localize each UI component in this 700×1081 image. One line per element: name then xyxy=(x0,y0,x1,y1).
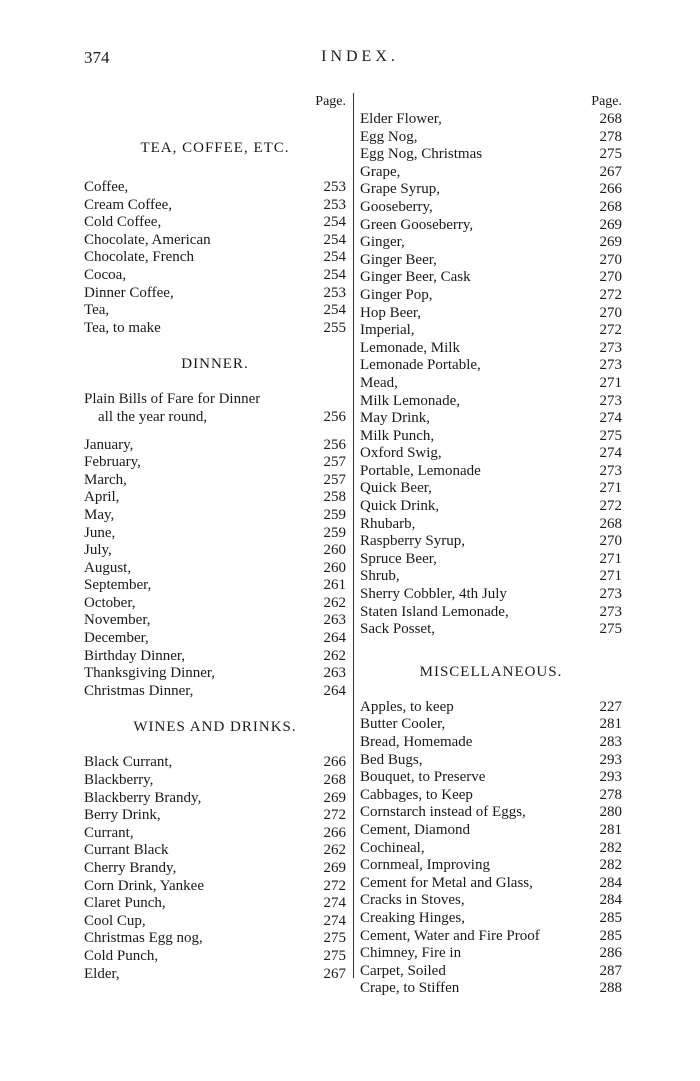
entry-text: Shrub, xyxy=(360,568,400,585)
entry-text: Cement, Diamond xyxy=(360,821,470,838)
entry-page: 254 xyxy=(323,249,346,266)
entry-page: 262 xyxy=(323,647,346,664)
entry-text: Grape, xyxy=(360,163,401,180)
index-entry xyxy=(84,878,346,896)
entry-page: 260 xyxy=(323,542,346,559)
entry-text: all the year round, xyxy=(98,408,208,425)
entry-text: Portable, Lemonade xyxy=(360,462,481,479)
entry-page: 259 xyxy=(323,524,346,541)
tea-entries xyxy=(84,179,346,337)
entry-page: 273 xyxy=(599,392,622,409)
entry-text: Chocolate, French xyxy=(84,249,194,266)
entry-text: Grape Syrup, xyxy=(360,181,440,198)
entry-text: Bread, Homemade xyxy=(360,734,473,750)
entry-text: Oxford Swig, xyxy=(360,445,442,462)
entry-text: Cabbages, to Keep xyxy=(360,786,473,803)
entry-page: 266 xyxy=(599,181,622,198)
entry-page: 253 xyxy=(323,196,346,213)
entry-text: Claret Punch, xyxy=(84,895,166,912)
entry-text: Birthday Dinner, xyxy=(84,647,186,664)
entry-text: Cochineal, xyxy=(360,839,425,856)
entry-page: 255 xyxy=(323,319,346,336)
index-entry xyxy=(84,214,346,232)
page-column-label: Page. xyxy=(315,94,346,109)
section-title-dinner: DINNER. xyxy=(181,356,249,373)
entry-text: June, xyxy=(84,524,116,541)
index-entry xyxy=(360,822,622,840)
entry-text: Egg Nog, xyxy=(360,128,418,145)
index-entry xyxy=(360,604,622,622)
entry-text: Rhubarb, xyxy=(360,515,416,532)
index-entry xyxy=(360,480,622,498)
entry-text: Imperial, xyxy=(360,322,415,339)
entry-text: Corn Drink, Yankee xyxy=(84,877,204,894)
entry-text: Blackberry Brandy, xyxy=(84,789,202,806)
index-entry xyxy=(84,391,346,409)
entry-text: Ginger Pop, xyxy=(360,286,433,303)
index-entry xyxy=(360,533,622,551)
index-entry xyxy=(84,966,346,984)
index-entry xyxy=(360,910,622,928)
entry-page: 280 xyxy=(599,804,622,821)
index-entry xyxy=(360,357,622,375)
entry-text: Quick Drink, xyxy=(360,498,440,515)
entry-page: 263 xyxy=(323,612,346,629)
entry-text: July, xyxy=(84,542,112,559)
entry-text: November, xyxy=(84,612,151,629)
entry-page: 271 xyxy=(599,374,622,391)
entry-text: Elder Flower, xyxy=(360,111,442,127)
entry-page: 273 xyxy=(599,462,622,479)
entry-page: 273 xyxy=(599,603,622,620)
entry-page: 275 xyxy=(599,621,622,638)
index-entry xyxy=(360,199,622,217)
entry-page: 227 xyxy=(599,698,622,715)
entry-text: Spruce Beer, xyxy=(360,550,437,567)
entry-page: 261 xyxy=(323,577,346,594)
index-entry xyxy=(84,472,346,490)
entry-text: Christmas Dinner, xyxy=(84,682,194,699)
entry-page: 271 xyxy=(599,568,622,585)
entry-page: 267 xyxy=(323,965,346,982)
index-entry xyxy=(84,612,346,630)
entry-page: 284 xyxy=(599,874,622,891)
entry-text: Cherry Brandy, xyxy=(84,860,177,876)
index-entry xyxy=(360,181,622,199)
page-number: 374 xyxy=(84,48,110,67)
entry-text: Staten Island Lemonade, xyxy=(360,603,509,620)
index-entry xyxy=(360,787,622,805)
entry-text: Sherry Cobbler, 4th July xyxy=(360,586,507,603)
entry-text: Creaking Hinges, xyxy=(360,909,465,926)
index-entry xyxy=(360,217,622,235)
entry-text: Raspberry Syrup, xyxy=(360,533,465,550)
index-entry xyxy=(84,790,346,808)
entry-page: 263 xyxy=(323,665,346,682)
index-entry xyxy=(360,980,622,998)
entry-page: 281 xyxy=(599,821,622,838)
index-entry xyxy=(360,393,622,411)
index-entry xyxy=(84,772,346,790)
entry-text: May Drink, xyxy=(360,410,430,427)
entry-text: Elder, xyxy=(84,965,120,982)
entry-text: Cracks in Stoves, xyxy=(360,892,465,909)
entry-text: Chimney, Fire in xyxy=(360,945,462,962)
entry-page: 257 xyxy=(323,454,346,471)
index-entry xyxy=(84,437,346,455)
entry-text: Tea, xyxy=(84,302,110,319)
index-entry xyxy=(84,648,346,666)
index-entry xyxy=(360,516,622,534)
index-entry xyxy=(360,445,622,463)
entry-page: 272 xyxy=(599,286,622,303)
entry-text: Blackberry, xyxy=(84,772,154,789)
entry-page: 254 xyxy=(323,231,346,248)
entry-text: Ginger, xyxy=(360,234,405,251)
entry-text: Butter Cooler, xyxy=(360,716,446,733)
entry-text: Dinner Coffee, xyxy=(84,284,174,301)
entry-page: 268 xyxy=(599,515,622,532)
index-entry xyxy=(360,129,622,147)
entry-page: 275 xyxy=(599,427,622,444)
index-entry xyxy=(84,489,346,507)
page-column-label: Page. xyxy=(591,94,622,109)
entry-text: May, xyxy=(84,506,115,523)
entry-text: Cream Coffee, xyxy=(84,196,173,213)
entry-page: 271 xyxy=(599,550,622,567)
index-entry xyxy=(360,804,622,822)
entry-text: Ginger Beer, xyxy=(360,251,437,268)
entry-page: 256 xyxy=(323,436,346,453)
right-column xyxy=(360,93,622,998)
entry-page: 272 xyxy=(323,877,346,894)
entry-text: Christmas Egg nog, xyxy=(84,930,203,947)
index-entry xyxy=(360,375,622,393)
entry-text: Quick Beer, xyxy=(360,480,432,497)
entry-page: 270 xyxy=(599,533,622,550)
entry-text: Bouquet, to Preserve xyxy=(360,769,486,786)
index-entry xyxy=(360,269,622,287)
index-entry xyxy=(360,234,622,252)
entry-text: Carpet, Soiled xyxy=(360,962,446,979)
entry-page: 285 xyxy=(599,927,622,944)
entry-page: 254 xyxy=(323,266,346,283)
entry-page: 275 xyxy=(323,930,346,947)
index-entry xyxy=(360,463,622,481)
entry-page: 258 xyxy=(323,489,346,506)
entry-text: Egg Nog, Christmas xyxy=(360,146,483,163)
entry-page: 286 xyxy=(599,945,622,962)
entry-text: Green Gooseberry, xyxy=(360,216,474,233)
entry-text: Cool Cup, xyxy=(84,912,146,929)
entry-text: September, xyxy=(84,577,152,594)
index-entry xyxy=(360,875,622,893)
index-entry xyxy=(84,249,346,267)
index-entry xyxy=(360,322,622,340)
index-entry xyxy=(360,287,622,305)
entry-page: 272 xyxy=(323,807,346,824)
entry-page: 275 xyxy=(323,947,346,964)
entry-page: 273 xyxy=(599,339,622,356)
index-entry xyxy=(360,164,622,182)
entry-text: Plain Bills of Fare for Dinner xyxy=(84,391,261,408)
index-entry xyxy=(84,807,346,825)
entry-text: August, xyxy=(84,559,132,576)
entry-page: 278 xyxy=(599,128,622,145)
index-entry xyxy=(84,948,346,966)
index-entry xyxy=(360,428,622,446)
entry-page: 259 xyxy=(323,506,346,523)
running-title: INDEX. xyxy=(321,48,399,65)
index-entry xyxy=(84,197,346,215)
entry-page: 278 xyxy=(599,786,622,803)
entry-text: Hop Beer, xyxy=(360,304,422,321)
entry-text: April, xyxy=(84,489,120,506)
column-divider xyxy=(353,93,354,978)
entry-text: Crape, to Stiffen xyxy=(360,980,460,997)
entry-page: 266 xyxy=(323,824,346,841)
wines-entries xyxy=(84,754,346,983)
index-entry xyxy=(84,454,346,472)
entry-text: Black Currant, xyxy=(84,754,173,771)
entry-page: 254 xyxy=(323,214,346,231)
entry-text: October, xyxy=(84,594,136,611)
index-entry xyxy=(360,586,622,604)
page-header xyxy=(0,48,700,72)
index-entry xyxy=(360,840,622,858)
index-entry xyxy=(84,595,346,613)
entry-page: 269 xyxy=(599,216,622,233)
entry-text: Cement for Metal and Glass, xyxy=(360,874,533,891)
entry-page: 282 xyxy=(599,839,622,856)
index-entry xyxy=(84,842,346,860)
index-entry xyxy=(360,716,622,734)
entry-text: Berry Drink, xyxy=(84,807,161,824)
index-entry xyxy=(84,409,346,427)
index-entry xyxy=(84,507,346,525)
entry-page: 288 xyxy=(599,980,622,997)
entry-page: 282 xyxy=(599,857,622,874)
index-entry xyxy=(360,146,622,164)
entry-page: 264 xyxy=(323,630,346,647)
index-entry xyxy=(360,305,622,323)
index-entry xyxy=(360,734,622,752)
entry-page: 271 xyxy=(599,480,622,497)
misc-entries xyxy=(360,699,622,998)
index-entry xyxy=(84,542,346,560)
index-entry xyxy=(360,945,622,963)
entry-page: 274 xyxy=(599,445,622,462)
entry-text: March, xyxy=(84,471,127,488)
entry-text: Currant, xyxy=(84,824,134,841)
entry-page: 284 xyxy=(599,892,622,909)
entry-text: Tea, to make xyxy=(84,319,161,336)
index-entry xyxy=(84,913,346,931)
index-entry xyxy=(84,930,346,948)
entry-page: 270 xyxy=(599,251,622,268)
index-entry xyxy=(84,683,346,701)
index-entry xyxy=(360,568,622,586)
entry-page: 264 xyxy=(323,682,346,699)
entry-page: 287 xyxy=(599,962,622,979)
index-entry xyxy=(84,285,346,303)
entry-page: 269 xyxy=(599,234,622,251)
index-entry xyxy=(84,825,346,843)
entry-text: Lemonade, Milk xyxy=(360,339,460,356)
entry-text: Coffee, xyxy=(84,179,129,195)
entry-text: Lemonade Portable, xyxy=(360,357,481,374)
entry-text: Thanksgiving Dinner, xyxy=(84,665,216,682)
entry-page: 275 xyxy=(599,146,622,163)
index-entry xyxy=(84,577,346,595)
index-entry xyxy=(84,754,346,772)
entry-text: Cement, Water and Fire Proof xyxy=(360,927,540,944)
entry-page: 274 xyxy=(599,410,622,427)
entry-page: 262 xyxy=(323,594,346,611)
entry-text: December, xyxy=(84,630,149,647)
index-entry xyxy=(84,630,346,648)
entry-page: 262 xyxy=(323,842,346,859)
entry-page: 293 xyxy=(599,751,622,768)
entry-page: 272 xyxy=(599,498,622,515)
index-entry xyxy=(360,551,622,569)
entry-text: Chocolate, American xyxy=(84,231,211,248)
entry-page: 285 xyxy=(599,909,622,926)
entry-page: 273 xyxy=(599,586,622,603)
entry-page: 266 xyxy=(323,754,346,771)
index-entry xyxy=(84,232,346,250)
entry-page: 283 xyxy=(599,734,622,750)
entry-text: Cornmeal, Improving xyxy=(360,857,490,874)
entry-page: 253 xyxy=(323,284,346,301)
entry-page: 270 xyxy=(599,304,622,321)
index-entry xyxy=(360,928,622,946)
entry-page: 260 xyxy=(323,559,346,576)
dinner-entries xyxy=(84,437,346,701)
index-entry xyxy=(84,302,346,320)
entry-page: 274 xyxy=(323,895,346,912)
entry-text: Ginger Beer, Cask xyxy=(360,269,471,286)
entry-page: 270 xyxy=(599,269,622,286)
entry-page: 269 xyxy=(323,860,346,876)
left-column xyxy=(84,93,346,983)
index-entry xyxy=(360,857,622,875)
entry-text: January, xyxy=(84,436,134,453)
entry-text: Apples, to keep xyxy=(360,698,454,715)
entry-page: 268 xyxy=(323,772,346,789)
index-entry xyxy=(360,340,622,358)
entry-text: Cornstarch instead of Eggs, xyxy=(360,804,526,821)
index-entry xyxy=(360,252,622,270)
entry-page: 269 xyxy=(323,789,346,806)
index-entry xyxy=(360,699,622,717)
entry-page: 281 xyxy=(599,716,622,733)
entry-page: 272 xyxy=(599,322,622,339)
entry-page: 268 xyxy=(599,111,622,127)
index-entry xyxy=(360,111,622,129)
entry-text: Gooseberry, xyxy=(360,198,433,215)
drinks-continued-entries xyxy=(360,111,622,639)
entry-text: Sack Posset, xyxy=(360,621,435,638)
entry-page: 253 xyxy=(323,179,346,195)
index-entry xyxy=(360,621,622,639)
section-title-tea: TEA, COFFEE, ETC. xyxy=(140,140,290,156)
entry-page: 254 xyxy=(323,302,346,319)
entry-page: 267 xyxy=(599,163,622,180)
index-entry xyxy=(360,498,622,516)
index-entry xyxy=(360,410,622,428)
index-entry xyxy=(84,267,346,285)
entry-text: Currant Black xyxy=(84,842,169,859)
entry-page: 293 xyxy=(599,769,622,786)
entry-text: Milk Lemonade, xyxy=(360,392,460,409)
index-entry xyxy=(84,179,346,197)
index-entry xyxy=(360,752,622,770)
entry-text: Mead, xyxy=(360,374,398,391)
index-entry xyxy=(84,665,346,683)
index-entry xyxy=(360,963,622,981)
index-entry xyxy=(84,860,346,878)
entry-text: Milk Punch, xyxy=(360,427,435,444)
entry-page: 257 xyxy=(323,471,346,488)
section-title-wines: WINES AND DRINKS. xyxy=(133,719,297,736)
entry-text: Cocoa, xyxy=(84,266,127,283)
entry-text: Cold Coffee, xyxy=(84,214,162,231)
section-title-misc: MISCELLANEOUS. xyxy=(419,663,563,680)
entry-text: Cold Punch, xyxy=(84,947,159,964)
entry-page: 268 xyxy=(599,198,622,215)
index-entry xyxy=(84,895,346,913)
entry-text: Bed Bugs, xyxy=(360,751,423,768)
entry-page: 256 xyxy=(323,408,346,425)
index-entry xyxy=(84,320,346,338)
index-entry xyxy=(84,525,346,543)
entry-text: February, xyxy=(84,454,141,471)
index-entry xyxy=(360,892,622,910)
index-entry xyxy=(360,769,622,787)
index-entry xyxy=(84,560,346,578)
entry-page: 274 xyxy=(323,912,346,929)
entry-page: 273 xyxy=(599,357,622,374)
